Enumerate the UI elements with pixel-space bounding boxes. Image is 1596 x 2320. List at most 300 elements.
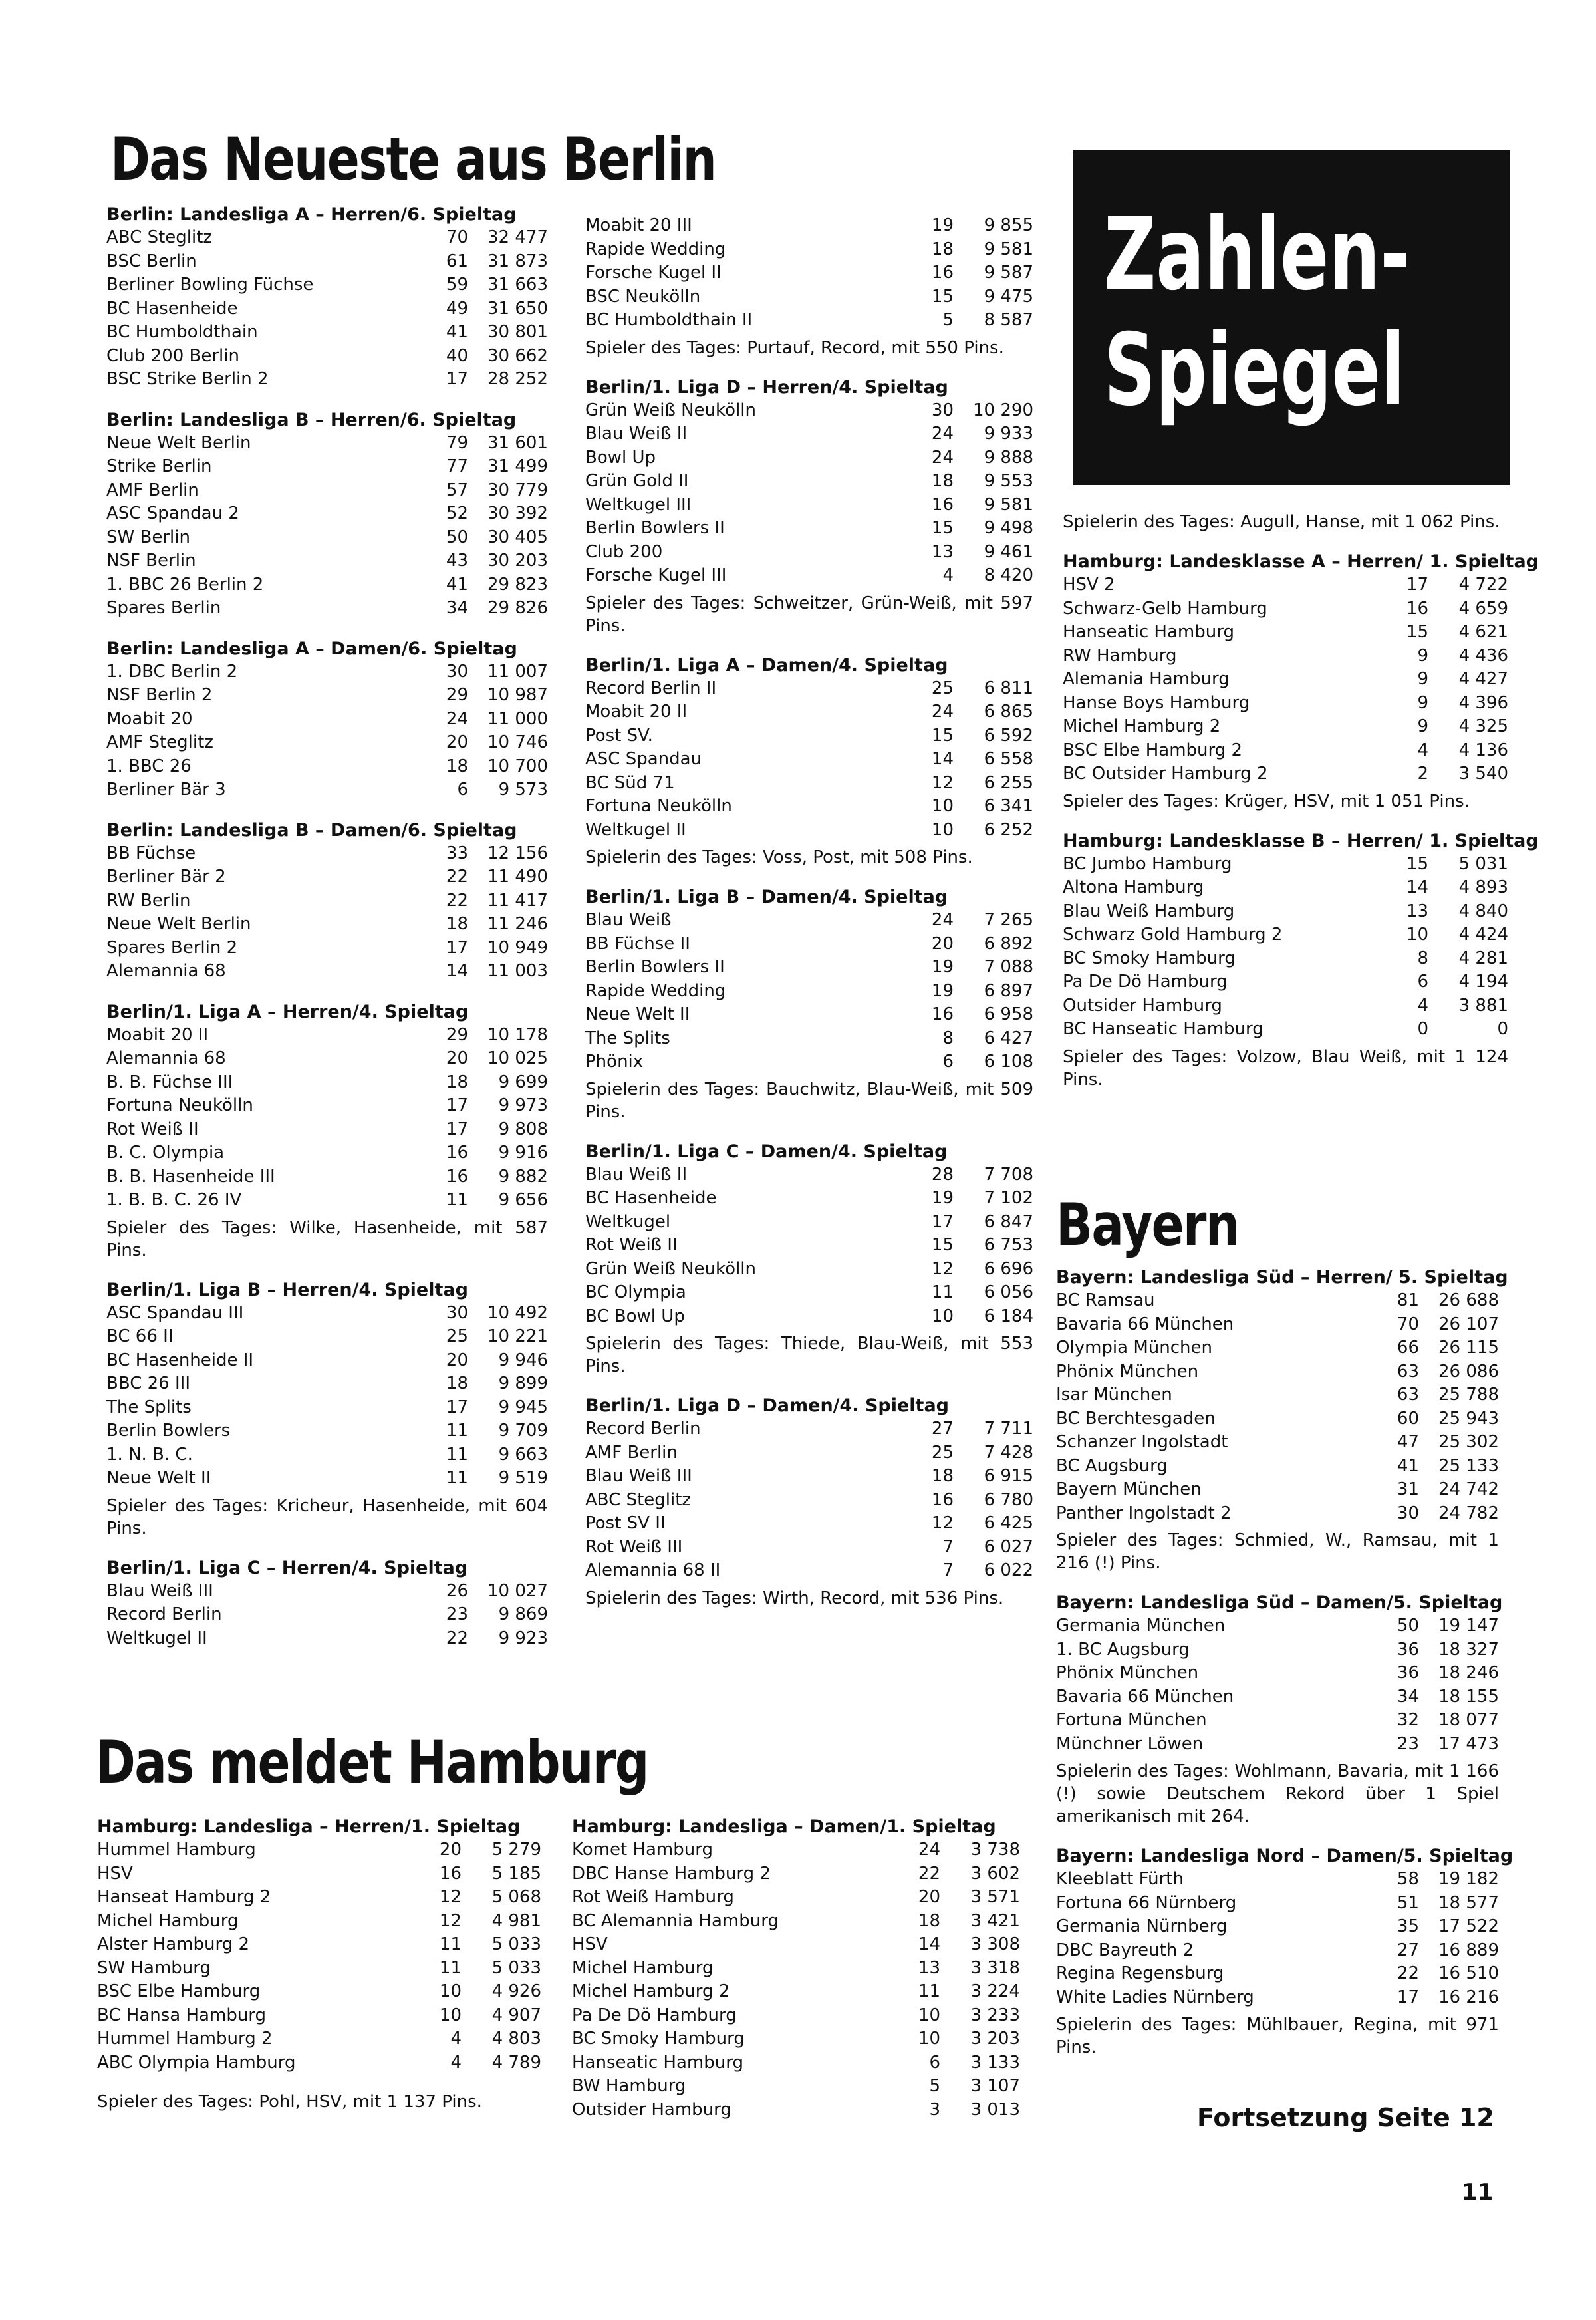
points-value: 11 bbox=[446, 1421, 468, 1441]
table-row bbox=[1063, 762, 1508, 786]
pins-value: 28 252 bbox=[487, 369, 548, 389]
points-value: 43 bbox=[446, 551, 468, 571]
table-row bbox=[585, 933, 1033, 956]
team-name: Berlin Bowlers II bbox=[585, 518, 725, 538]
points-value: 17 bbox=[446, 1397, 468, 1417]
team-name: The Splits bbox=[585, 1028, 670, 1048]
pins-value: 29 826 bbox=[487, 598, 548, 618]
table-row bbox=[106, 1467, 548, 1491]
table-block bbox=[572, 1816, 1020, 2122]
player-of-day-note: Spieler des Tages: Pohl, HSV, mit 1 137 Pins. bbox=[97, 2092, 482, 2112]
table-row bbox=[106, 1325, 548, 1349]
points-value: 12 bbox=[931, 1513, 954, 1533]
pins-value: 3 133 bbox=[970, 2052, 1020, 2073]
table-row bbox=[1056, 1892, 1499, 1916]
table-row bbox=[106, 455, 548, 479]
team-name: Phönix bbox=[585, 1052, 644, 1072]
pins-value: 4 722 bbox=[1458, 575, 1508, 595]
points-value: 41 bbox=[446, 574, 468, 595]
points-value: 15 bbox=[931, 1235, 954, 1255]
table-row bbox=[572, 2027, 1020, 2051]
pins-value: 4 136 bbox=[1458, 740, 1508, 760]
team-name: Komet Hamburg bbox=[572, 1840, 713, 1860]
pins-value: 25 788 bbox=[1438, 1385, 1499, 1405]
points-value: 4 bbox=[1417, 995, 1428, 1016]
team-name: Moabit 20 II bbox=[106, 1024, 209, 1045]
team-name: BC Hasenheide bbox=[106, 298, 238, 319]
table-row bbox=[1063, 645, 1508, 668]
team-name: 1. BBC 26 bbox=[106, 756, 192, 776]
table-row bbox=[1056, 1313, 1499, 1337]
points-value: 19 bbox=[931, 957, 954, 977]
table-row bbox=[572, 2051, 1020, 2075]
table-row bbox=[572, 1933, 1020, 1957]
table-block bbox=[106, 1279, 548, 1540]
pins-value: 9 869 bbox=[498, 1604, 548, 1624]
pins-value: 10 178 bbox=[487, 1024, 548, 1045]
pins-value: 4 396 bbox=[1458, 692, 1508, 713]
league-title: Berlin: Landesliga A – Herren/6. Spieltag bbox=[106, 204, 517, 225]
team-name: B. C. Olympia bbox=[106, 1143, 225, 1163]
table-row bbox=[97, 2051, 541, 2075]
team-name: 1. N. B. C. bbox=[106, 1444, 193, 1465]
points-value: 4 bbox=[1417, 740, 1428, 760]
table-row bbox=[585, 1489, 1033, 1513]
points-value: 13 bbox=[918, 1958, 940, 1978]
pins-value: 6 847 bbox=[984, 1211, 1033, 1232]
pins-value: 3 421 bbox=[970, 1910, 1020, 1931]
team-name: Bowl Up bbox=[585, 447, 656, 468]
points-value: 79 bbox=[446, 432, 468, 453]
points-value: 6 bbox=[929, 2052, 940, 2073]
team-name: BB Füchse II bbox=[585, 933, 690, 954]
team-name: BC Humboldthain bbox=[106, 322, 258, 342]
table-row bbox=[1056, 1360, 1499, 1384]
table-row bbox=[585, 1187, 1033, 1211]
league-title: Bayern: Landesliga Süd – Damen/5. Spieltag bbox=[1056, 1592, 1503, 1613]
team-name: B. B. Füchse III bbox=[106, 1072, 233, 1092]
league-title: Berlin/1. Liga C – Herren/4. Spieltag bbox=[106, 1557, 468, 1578]
points-value: 19 bbox=[931, 980, 954, 1001]
points-value: 29 bbox=[446, 1024, 468, 1045]
table-row bbox=[1063, 947, 1508, 971]
points-value: 16 bbox=[931, 263, 954, 283]
table-row bbox=[585, 724, 1033, 748]
team-name: Alemannia 68 bbox=[106, 961, 226, 981]
pins-value: 6 865 bbox=[984, 702, 1033, 722]
team-name: Hanseat Hamburg 2 bbox=[97, 1887, 271, 1907]
team-name: Blau Weiß III bbox=[585, 1466, 692, 1486]
points-value: 15 bbox=[1406, 853, 1428, 874]
team-name: Schwarz Gold Hamburg 2 bbox=[1063, 925, 1283, 944]
pins-value: 3 571 bbox=[970, 1887, 1020, 1907]
team-name: BC 66 II bbox=[106, 1326, 174, 1346]
pins-value: 18 155 bbox=[1438, 1686, 1499, 1707]
points-value: 28 bbox=[931, 1164, 954, 1185]
points-value: 34 bbox=[1396, 1686, 1419, 1707]
team-name: BSC Berlin bbox=[106, 251, 197, 271]
table-row bbox=[585, 956, 1033, 980]
table-row bbox=[1056, 1383, 1499, 1407]
points-value: 36 bbox=[1396, 1639, 1419, 1660]
team-name: NSF Berlin 2 bbox=[106, 685, 213, 705]
table-row bbox=[585, 517, 1033, 541]
table-row bbox=[585, 1234, 1033, 1258]
points-value: 40 bbox=[446, 345, 468, 366]
table-row bbox=[97, 1980, 541, 2004]
pins-value: 17 522 bbox=[1438, 1916, 1499, 1936]
table-row bbox=[106, 226, 548, 250]
table-row bbox=[1056, 1455, 1499, 1479]
team-name: 1. BBC 26 Berlin 2 bbox=[106, 574, 264, 595]
pins-value: 4 840 bbox=[1458, 901, 1508, 921]
points-value: 27 bbox=[1396, 1940, 1419, 1960]
table-row bbox=[585, 446, 1033, 470]
table-row bbox=[106, 573, 548, 597]
team-name: BC Ramsau bbox=[1056, 1290, 1155, 1310]
table-row bbox=[585, 422, 1033, 446]
team-name: Alster Hamburg 2 bbox=[97, 1934, 250, 1954]
table-row bbox=[585, 1050, 1033, 1074]
team-name: Forsche Kugel II bbox=[585, 263, 722, 283]
points-value: 33 bbox=[446, 843, 468, 863]
player-of-day-note: Spieler des Tages: Schweitzer, Grün-Weiß, mit 597 Pins. bbox=[585, 593, 1033, 636]
points-value: 58 bbox=[1396, 1869, 1419, 1889]
pins-value: 9 916 bbox=[498, 1143, 548, 1163]
team-name: Berliner Bär 3 bbox=[106, 780, 226, 799]
table-row bbox=[106, 273, 548, 297]
points-value: 18 bbox=[446, 756, 468, 776]
points-value: 15 bbox=[931, 286, 954, 307]
table-row bbox=[1056, 1709, 1499, 1733]
pins-value: 10 949 bbox=[487, 937, 548, 958]
points-value: 11 bbox=[446, 1190, 468, 1210]
pins-value: 9 709 bbox=[498, 1421, 548, 1441]
table-row bbox=[572, 1862, 1020, 1886]
points-value: 8 bbox=[942, 1028, 954, 1048]
table-row bbox=[1063, 876, 1508, 900]
pins-value: 10 221 bbox=[487, 1326, 548, 1346]
table-block bbox=[1063, 511, 1508, 533]
team-name: BC Smoky Hamburg bbox=[1063, 948, 1236, 968]
player-of-day-note: Spieler des Tages: Schmied, W., Ramsau, mit 1 216 (!) Pins. bbox=[1056, 1530, 1499, 1573]
points-value: 11 bbox=[446, 1468, 468, 1488]
player-of-day-note: Spieler des Tages: Kricheur, Hasenheide, mit 604 Pins. bbox=[106, 1495, 548, 1538]
team-name: BSC Elbe Hamburg bbox=[97, 1981, 261, 2001]
team-name: Neue Welt Berlin bbox=[106, 432, 251, 453]
team-name: Michel Hamburg 2 bbox=[572, 1981, 730, 2001]
team-name: Schwarz-Gelb Hamburg bbox=[1063, 598, 1267, 619]
points-value: 57 bbox=[446, 480, 468, 500]
pins-value: 9 945 bbox=[498, 1397, 548, 1417]
table-row bbox=[97, 1933, 541, 1957]
pins-value: 6 780 bbox=[984, 1489, 1033, 1510]
points-value: 16 bbox=[439, 1863, 462, 1884]
pins-value: 16 510 bbox=[1438, 1963, 1499, 1983]
team-name: Blau Weiß III bbox=[106, 1580, 213, 1601]
points-value: 11 bbox=[918, 1981, 940, 2001]
points-value: 16 bbox=[931, 1489, 954, 1510]
points-value: 5 bbox=[929, 2076, 940, 2096]
points-value: 19 bbox=[931, 216, 954, 235]
team-name: Spares Berlin bbox=[106, 598, 221, 618]
points-value: 24 bbox=[918, 1840, 940, 1860]
team-name: Regina Regensburg bbox=[1056, 1963, 1224, 1983]
table-row bbox=[106, 1443, 548, 1467]
table-row bbox=[106, 1189, 548, 1213]
points-value: 24 bbox=[931, 447, 954, 468]
team-name: White Ladies Nürnberg bbox=[1056, 1987, 1254, 2007]
team-name: Moabit 20 III bbox=[585, 216, 692, 235]
team-name: BC Augsburg bbox=[1056, 1455, 1168, 1476]
points-value: 0 bbox=[1417, 1019, 1428, 1039]
points-value: 22 bbox=[446, 890, 468, 911]
pins-value: 24 782 bbox=[1438, 1503, 1499, 1523]
team-name: ASC Spandau III bbox=[106, 1302, 244, 1323]
pins-value: 9 973 bbox=[498, 1095, 548, 1115]
pins-value: 9 498 bbox=[984, 518, 1033, 538]
points-value: 41 bbox=[446, 322, 468, 342]
points-value: 26 bbox=[446, 1580, 468, 1601]
team-name: BC Humboldthain II bbox=[585, 310, 753, 330]
table-row bbox=[106, 889, 548, 913]
pins-value: 10 987 bbox=[487, 685, 548, 705]
pins-value: 6 255 bbox=[984, 772, 1033, 793]
pins-value: 4 424 bbox=[1458, 925, 1508, 944]
team-name: Alemannia 68 II bbox=[585, 1560, 721, 1580]
pins-value: 3 013 bbox=[970, 2099, 1020, 2120]
points-value: 16 bbox=[1406, 598, 1428, 619]
league-title: Bayern: Landesliga Süd – Herren/ 5. Spieltag bbox=[1056, 1267, 1508, 1288]
points-value: 11 bbox=[439, 1958, 462, 1978]
pins-value: 11 417 bbox=[487, 890, 548, 911]
table-row bbox=[1063, 597, 1508, 621]
table-row bbox=[572, 2004, 1020, 2028]
pins-value: 5 033 bbox=[491, 1958, 541, 1978]
points-value: 17 bbox=[446, 937, 468, 958]
column-3-top bbox=[1063, 507, 1539, 1108]
points-value: 6 bbox=[457, 780, 468, 799]
pins-value: 6 753 bbox=[984, 1235, 1033, 1255]
points-value: 35 bbox=[1396, 1916, 1419, 1936]
table-block bbox=[585, 654, 1033, 869]
pins-value: 9 855 bbox=[984, 216, 1033, 235]
table-block bbox=[106, 819, 548, 984]
table-row bbox=[585, 677, 1033, 701]
team-name: BC Outsider Hamburg 2 bbox=[1063, 764, 1268, 784]
points-value: 50 bbox=[1396, 1616, 1419, 1636]
table-row bbox=[585, 772, 1033, 796]
points-value: 15 bbox=[1406, 622, 1428, 642]
table-row bbox=[1063, 621, 1508, 645]
table-row bbox=[1056, 1614, 1499, 1638]
column-3-bayern bbox=[1056, 1266, 1514, 2076]
pins-value: 4 803 bbox=[491, 2029, 541, 2049]
pins-value: 7 711 bbox=[984, 1419, 1033, 1439]
team-name: Rapide Wedding bbox=[585, 239, 726, 259]
pins-value: 4 659 bbox=[1458, 598, 1508, 619]
table-row bbox=[585, 1027, 1033, 1051]
pins-value: 8 420 bbox=[984, 565, 1033, 585]
table-row bbox=[106, 1024, 548, 1048]
table-row bbox=[1056, 1638, 1499, 1662]
team-name: Neue Welt II bbox=[585, 1004, 690, 1024]
table-row bbox=[106, 345, 548, 368]
pins-value: 9 581 bbox=[984, 239, 1033, 259]
team-name: Michel Hamburg bbox=[572, 1958, 714, 1978]
points-value: 22 bbox=[446, 867, 468, 887]
points-value: 41 bbox=[1396, 1455, 1419, 1476]
pins-value: 11 246 bbox=[487, 914, 548, 934]
table-row bbox=[106, 1580, 548, 1604]
table-row bbox=[1056, 1685, 1499, 1709]
points-value: 31 bbox=[1396, 1479, 1419, 1499]
points-value: 18 bbox=[931, 239, 954, 259]
points-value: 20 bbox=[931, 933, 954, 954]
pins-value: 6 027 bbox=[984, 1536, 1033, 1557]
table-row bbox=[106, 432, 548, 456]
pins-value: 16 889 bbox=[1438, 1940, 1499, 1960]
team-name: BC Hasenheide II bbox=[106, 1350, 254, 1370]
team-name: Hanseatic Hamburg bbox=[1063, 622, 1234, 642]
pins-value: 25 133 bbox=[1438, 1455, 1499, 1476]
table-row bbox=[585, 980, 1033, 1004]
table-row bbox=[585, 1441, 1033, 1465]
table-block bbox=[106, 638, 548, 802]
table-block bbox=[585, 886, 1033, 1123]
table-row bbox=[1056, 1289, 1499, 1313]
team-name: BW Hamburg bbox=[572, 2076, 686, 2096]
table-block bbox=[585, 376, 1033, 637]
zahlen-title-line1: Zahlen- bbox=[1104, 197, 1410, 313]
league-title: Berlin/1. Liga C – Damen/4. Spieltag bbox=[585, 1141, 948, 1162]
points-value: 24 bbox=[931, 910, 954, 930]
pins-value: 6 341 bbox=[984, 796, 1033, 816]
table-row bbox=[1056, 1733, 1499, 1757]
points-value: 11 bbox=[439, 1934, 462, 1954]
table-row bbox=[106, 1372, 548, 1396]
points-value: 10 bbox=[439, 1981, 462, 2001]
table-row bbox=[106, 660, 548, 684]
points-value: 14 bbox=[1406, 877, 1428, 897]
pins-value: 6 558 bbox=[984, 749, 1033, 769]
pins-value: 9 519 bbox=[498, 1468, 548, 1488]
team-name: The Splits bbox=[106, 1397, 192, 1417]
team-name: Berliner Bowling Füchse bbox=[106, 275, 314, 295]
table-row bbox=[585, 470, 1033, 494]
team-name: Post SV. bbox=[585, 725, 653, 746]
team-name: Berlin Bowlers II bbox=[585, 957, 725, 977]
pins-value: 4 281 bbox=[1458, 948, 1508, 968]
table-row bbox=[106, 1141, 548, 1165]
team-name: Fortuna München bbox=[1056, 1710, 1207, 1730]
pins-value: 10 027 bbox=[487, 1580, 548, 1601]
table-row bbox=[1063, 970, 1508, 994]
team-name: BC Hansa Hamburg bbox=[97, 2005, 267, 2025]
table-row bbox=[585, 1281, 1033, 1305]
points-value: 4 bbox=[450, 2029, 462, 2049]
table-block bbox=[1063, 830, 1539, 1091]
team-name: BSC Elbe Hamburg 2 bbox=[1063, 740, 1243, 760]
team-name: Rot Weiß II bbox=[106, 1119, 199, 1139]
points-value: 81 bbox=[1396, 1290, 1419, 1310]
table-row bbox=[585, 795, 1033, 819]
table-row bbox=[106, 1047, 548, 1071]
pins-value: 19 147 bbox=[1438, 1616, 1499, 1636]
table-row bbox=[97, 1957, 541, 1981]
pins-value: 31 663 bbox=[487, 275, 548, 295]
pins-value: 6 958 bbox=[984, 1004, 1033, 1024]
table-row bbox=[585, 1163, 1033, 1187]
points-value: 14 bbox=[446, 961, 468, 981]
pins-value: 5 033 bbox=[491, 1934, 541, 1954]
pins-value: 6 892 bbox=[984, 933, 1033, 954]
points-value: 66 bbox=[1396, 1338, 1419, 1358]
points-value: 23 bbox=[446, 1604, 468, 1624]
team-name: BC Berchtesgaden bbox=[1056, 1408, 1216, 1429]
points-value: 25 bbox=[446, 1326, 468, 1346]
team-name: Hummel Hamburg bbox=[97, 1840, 256, 1860]
table-row bbox=[97, 1838, 541, 1862]
pins-value: 3 602 bbox=[970, 1863, 1020, 1884]
table-row bbox=[585, 1536, 1033, 1560]
table-row bbox=[1063, 853, 1508, 877]
table-row bbox=[572, 1957, 1020, 1981]
pins-value: 9 573 bbox=[498, 780, 548, 799]
table-row bbox=[106, 1349, 548, 1373]
league-title: Berlin/1. Liga B – Herren/4. Spieltag bbox=[106, 1279, 468, 1300]
table-row bbox=[106, 502, 548, 526]
team-name: Bayern München bbox=[1056, 1479, 1202, 1499]
table-row bbox=[106, 597, 548, 621]
pins-value: 9 899 bbox=[498, 1374, 548, 1393]
pins-value: 6 427 bbox=[984, 1028, 1033, 1048]
team-name: BSC Strike Berlin 2 bbox=[106, 369, 269, 389]
league-title: Berlin: Landesliga B – Damen/6. Spieltag bbox=[106, 819, 517, 841]
league-title: Hamburg: Landesliga – Herren/1. Spieltag bbox=[97, 1816, 521, 1837]
points-value: 14 bbox=[931, 749, 954, 769]
points-value: 50 bbox=[446, 527, 468, 547]
table-row bbox=[1056, 1939, 1499, 1963]
pins-value: 4 194 bbox=[1458, 972, 1508, 992]
pins-value: 9 888 bbox=[984, 447, 1033, 468]
points-value: 15 bbox=[931, 518, 954, 538]
team-name: Panther Ingolstadt 2 bbox=[1056, 1503, 1232, 1523]
pins-value: 6 108 bbox=[984, 1052, 1033, 1072]
pins-value: 26 107 bbox=[1438, 1314, 1499, 1334]
pins-value: 26 086 bbox=[1438, 1361, 1499, 1381]
table-row bbox=[1063, 668, 1508, 692]
team-name: Neue Welt II bbox=[106, 1468, 211, 1488]
team-name: Spares Berlin 2 bbox=[106, 937, 238, 958]
column-2 bbox=[585, 214, 1033, 1627]
points-value: 30 bbox=[1396, 1503, 1419, 1523]
points-value: 51 bbox=[1396, 1892, 1419, 1913]
points-value: 18 bbox=[446, 1072, 468, 1092]
pins-value: 6 252 bbox=[984, 819, 1033, 840]
pins-value: 11 490 bbox=[487, 867, 548, 887]
table-block bbox=[1063, 551, 1539, 813]
team-name: Rot Weiß Hamburg bbox=[572, 1887, 734, 1907]
pins-value: 9 475 bbox=[984, 286, 1033, 307]
player-of-day-note: Spielerin des Tages: Bauchwitz, Blau-Weiß, mit 509 Pins. bbox=[585, 1079, 1033, 1122]
pins-value: 7 428 bbox=[984, 1442, 1033, 1463]
points-value: 14 bbox=[918, 1934, 940, 1954]
table-block bbox=[585, 1395, 1033, 1610]
team-name: Berlin Bowlers bbox=[106, 1421, 231, 1441]
pins-value: 26 688 bbox=[1438, 1290, 1499, 1310]
points-value: 20 bbox=[446, 732, 468, 752]
